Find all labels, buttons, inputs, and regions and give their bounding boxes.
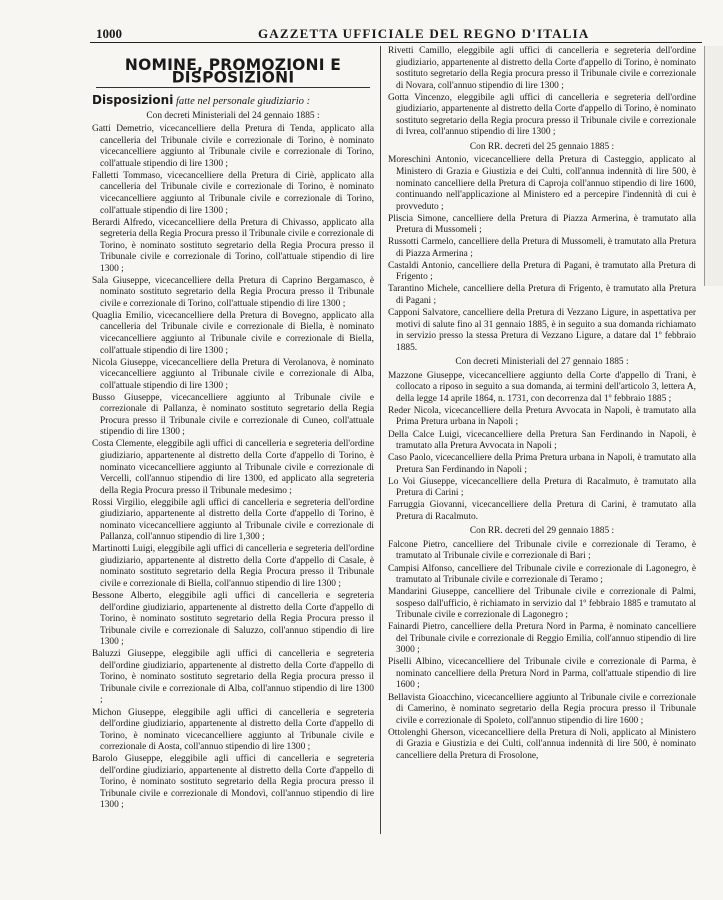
appointment-entry: Busso Giuseppe, vicecancelliere aggiunto al Tribunale civile e correzionale di Pallanza, è nominato sostituto segretario della Regia Procura presso il Tribunale civile e correzionale di Cuneo, coll'attuale stipendio di lire 1300 ;: [92, 392, 374, 438]
decree-heading: Con RR. decreti del 25 gennaio 1885 :: [469, 141, 615, 152]
header-rule: [90, 42, 702, 43]
subtitle-bold: Disposizioni: [92, 93, 174, 108]
appointment-entry: Tarantino Michele, cancelliere della Pretura di Frigento, è tramutato alla Pretura di Pagani ;: [388, 284, 696, 306]
section-subtitle: [92, 95, 374, 108]
appointment-entry: Barolo Giuseppe, eleggibile agli uffici di cancelleria e segreteria dell'ordine giudiziario, appartenente al distretto della Corte d'appello di Torino, è nominato sostituto segretario della Regia procura presso il Tribunale civile e correzionale di Mondovì, coll'annuo stipendio di lire 1300 ;: [92, 754, 374, 811]
appointment-entry: Falcone Pietro, cancelliere del Tribunale civile e correzionale di Teramo, è tramutato al Tribunale civile e correzionale di Bari ;: [388, 539, 696, 562]
section-rule: [96, 87, 370, 88]
decree-heading: Con decreti Ministeriali del 27 gennaio 1885 :: [455, 357, 629, 368]
appointment-entry: Martinotti Luigi, eleggibile agli uffici di cancelleria e segreteria dell'ordine giudiziario, appartenente al distretto della Corte d'appello di Casale, è nominato sostituto segretario della Regia Procura presso il Tribunale civile e correzionale di Biella, coll'annuo stipendio di lire 1300 ;: [92, 544, 374, 590]
appointment-entry: Pliscia Simone, cancelliere della Pretura di Piazza Armerina, è tramutato alla Pretura di Mussomeli ;: [388, 213, 696, 236]
appointment-entry: Baluzzi Giuseppe, eleggibile agli uffici di cancelleria e segreteria dell'ordine giudiziario, appartenente al distretto della Corte d'appello di Torino, è nominato sostituto segretario della Regia procura presso il Tribunale civile e correzionale di Alba, coll'annuo stipendio di lire 1300 ;: [92, 649, 374, 706]
appointment-entry: Rivetti Camillo, eleggibile agli uffici di cancelleria e segreteria dell'ordine giudiziario, appartenente al distretto della Corte d'appello di Torino, è nominato sostituto segretario della Regia procura presso il Tribunale civile e correzionale di Novara, coll'annuo stipendio di lire 1300 ;: [388, 46, 696, 91]
appointment-entry: Mandarini Giuseppe, cancelliere del Tribunale civile e correzionale di Palmi, sospeso dall'ufficio, è richiamato in servizio dal 1º febbraio 1885 e tramutato al Tribunale civile e correzionale di Lagonegro ;: [388, 587, 696, 621]
appointment-entry: Fainardi Pietro, cancelliere della Pretura Nord in Parma, è nominato cancelliere del Tribunale civile e correzionale di Reggio Emilia, coll'annuo stipendio di lire 3000 ;: [388, 622, 696, 656]
appointment-entry: Bessone Alberto, eleggibile agli uffici di cancelleria e segreteria dell'ordine giudiziario, appartenente al distretto della Corte d'appello di Torino, è nominato sostituto segretario della Regia Procura presso il Tribunale civile e correzionale di Saluzzo, coll'annuo stipendio di lire 1300 ;: [92, 591, 374, 648]
adjacent-page-edge: [704, 46, 723, 286]
appointment-entry: Quaglia Emilio, vicecancelliere della Pretura di Bovegno, applicato alla cancelleria del Tribunale civile e correzionale di Biella, è nominato vicecancelliere aggiunto al Tribunale civile e correzionale di Biella, coll'attuale stipendio di lire 1300 ;: [92, 310, 374, 356]
column-divider: [380, 46, 381, 834]
appointment-entry: Reder Nicola, vicecancelliere della Pretura Avvocata in Napoli, è tramutato alla Prima Pretura urbana in Napoli ;: [388, 405, 696, 428]
appointment-entry: Mazzone Giuseppe, vicecancelliere aggiunto della Corte d'appello di Trani, è collocato a riposo in seguito a sua domanda, ai termini dell'articolo 3, lettera A, della legge 14 aprile 1864, n. 1731, con decorrenza dal 1º febbraio 1885 ;: [388, 370, 696, 404]
appointment-entry: Berardi Alfredo, vicecancelliere della Pretura di Chivasso, applicato alla segreteria della Regia Procura presso il Tribunale civile e correzionale di Torino, è nominato sostituto segretario della Regia Procura presso il Tribunale civile e correzionale di Torino, coll'attuale stipendio di lire 1300 ;: [92, 217, 374, 274]
appointment-entry: Piselli Albino, vicecancelliere del Tribunale civile e correzionale di Parma, è nominato cancelliere della Pretura Nord in Parma, coll'attuale stipendio di lire 1600 ;: [388, 657, 696, 691]
appointment-entry: Costa Clemente, eleggibile agli uffici di cancelleria e segreteria dell'ordine giudiziario, appartenente al distretto della Corte d'appello di Torino, è nominato vicecancelliere aggiunto al Tribunale civile e correzionale di Vercelli, coll'annuo stipendio di lire 1300, ed applicato alla segreteria della Regia Procura presso il Tribunale medesimo ;: [92, 439, 374, 496]
appointment-entry: Lo Voi Giuseppe, vicecancelliere della Pretura di Racalmuto, è tramutato alla Pretura di Carini ;: [388, 476, 696, 499]
decree-heading: Con RR. decreti del 29 gennaio 1885 :: [469, 526, 615, 537]
appointment-entry: Caso Paolo, vicecancelliere della Prima Pretura urbana in Napoli, è tramutato alla Pretura San Ferdinando in Napoli ;: [388, 453, 696, 475]
appointment-entry: Farruggia Giovanni, vicecancelliere della Pretura di Carini, è tramutato alla Pretura di Racalmuto.: [388, 500, 696, 522]
appointment-entry: Campisi Alfonso, cancelliere del Tribunale civile e correzionale di Lagonegro, è tramutato al Tribunale civile e correzionale di Teramo ;: [388, 563, 696, 586]
appointment-entry: Castaldi Antonio, cancelliere della Pretura di Pagani, è tramutato alla Pretura di Frigento ;: [388, 260, 696, 283]
appointment-entry: Russotti Carmelo, cancelliere della Pretura di Mussomeli, è tramutato alla Pretura di Piazza Armerina ;: [388, 237, 696, 259]
decree-heading: Con decreti Ministeriali del 24 gennaio 1885 :: [146, 110, 320, 121]
appointment-entry: Della Calce Luigi, vicecancelliere della Pretura San Ferdinando in Napoli, è tramutato alla Pretura Avvocata in Napoli ;: [388, 429, 696, 452]
appointment-entry: Sala Giuseppe, vicecancelliere della Pretura di Caprino Bergamasco, è nominato sostituto segretario della Regia Procura presso il Tribunale civile e correzionale di Torino, coll'attuale stipendio di lire 1300 ;: [92, 275, 374, 309]
publication-title: GAZZETTA UFFICIALE DEL REGNO D'ITALIA: [258, 26, 590, 41]
right-column: [388, 46, 696, 763]
appointment-entry: Ottolenghi Gherson, vicecancelliere della Pretura di Noli, applicato al Ministero di Grazia e Giustizia e dei Culti, coll'annua indennità di lire 500, è nominato cancelliere della Pretura di Frosolone,: [388, 727, 696, 761]
appointment-entry: Rossi Virgilio, eleggibile agli uffici di cancelleria e segreteria dell'ordine giudiziario, appartenente al distretto della Corte d'appello di Torino, è nominato vicecancelliere aggiunto al Tribunale civile e correzionale di Pallanza, coll'annuo stipendio di lire 1,300 ;: [92, 497, 374, 543]
left-column-body: [92, 111, 374, 812]
appointment-entry: Bellavista Gioacchino, vicecancelliere aggiunto al Tribunale civile e correzionale di Camerino, è nominato segretario della Regia procura presso il Tribunale civile e correzionale di Spoleto, coll'annuo stipendio di lire 1600 ;: [388, 692, 696, 726]
appointment-entry: Moreschini Antonio, vicecancelliere della Pretura di Casteggio, applicato al Ministero di Grazia e Giustizia e dei Culti, coll'annua indennità di lire 500, è nominato cancelliere della Pretura di Caproja coll'annuo stipendio di lire 1600, continuando nell'applicazione al Ministero ed a percepire l'indennità di cui è provveduto ;: [388, 155, 696, 212]
left-column: [92, 46, 374, 812]
appointment-entry: Gotta Vincenzo, eleggibile agli uffici di cancelleria e segreteria dell'ordine giudiziario, appartenente al distretto della Corte d'appello di Torino, è nominato sostituto segretario della Regia procura presso il Tribunale civile e correzionale di Ivrea, coll'annuo stipendio di lire 1300 ;: [388, 92, 696, 138]
appointment-entry: Gatti Demetrio, vicecancelliere della Pretura di Tenda, applicato alla cancelleria del Tribunale civile e correzionale di Torino, è nominato vicecancelliere aggiunto al Tribunale civile e correzionale di Torino, coll'attuale stipendio di lire 1300 ;: [92, 124, 374, 169]
page-header: [0, 0, 723, 41]
subtitle-italic: fatte nel personale giudiziario :: [175, 96, 311, 108]
appointment-entry: Michon Giuseppe, eleggibile agli uffici di cancelleria e segreteria dell'ordine giudiziario, appartenente al distretto della Corte d'appello di Torino, è nominato vicecancelliere aggiunto al Tribunale civile e correzionale di Aosta, coll'annuo stipendio di lire 1300 ;: [92, 707, 374, 753]
page-number: 1000: [96, 26, 122, 41]
right-column-body: [388, 46, 696, 762]
appointment-entry: Capponi Salvatore, cancelliere della Pretura di Vezzano Ligure, in aspettativa per motivi di salute fino al 31 gennaio 1885, è in seguito a sua domanda richiamato in servizio presso la stessa Pretura di Vezzano Ligure, a datare dal 1º febbraio 1885.: [388, 308, 696, 353]
appointment-entry: Falletti Tommaso, vicecancelliere della Pretura di Ciriè, applicato alla cancelleria del Tribunale civile e correzionale di Torino, è nominato vicecancelliere aggiunto al Tribunale civile e correzionale di Torino, coll'attuale stipendio di lire 1300 ;: [92, 170, 374, 216]
section-title: NOMINE, PROMOZIONI E DISPOSIZIONI: [124, 55, 342, 87]
appointment-entry: Nicola Giuseppe, vicecancelliere della Pretura di Verolanova, è nominato vicecancelliere aggiunto al Tribunale civile e correzionale di Alba, coll'attuale stipendio di lire 1300 ;: [92, 357, 374, 391]
